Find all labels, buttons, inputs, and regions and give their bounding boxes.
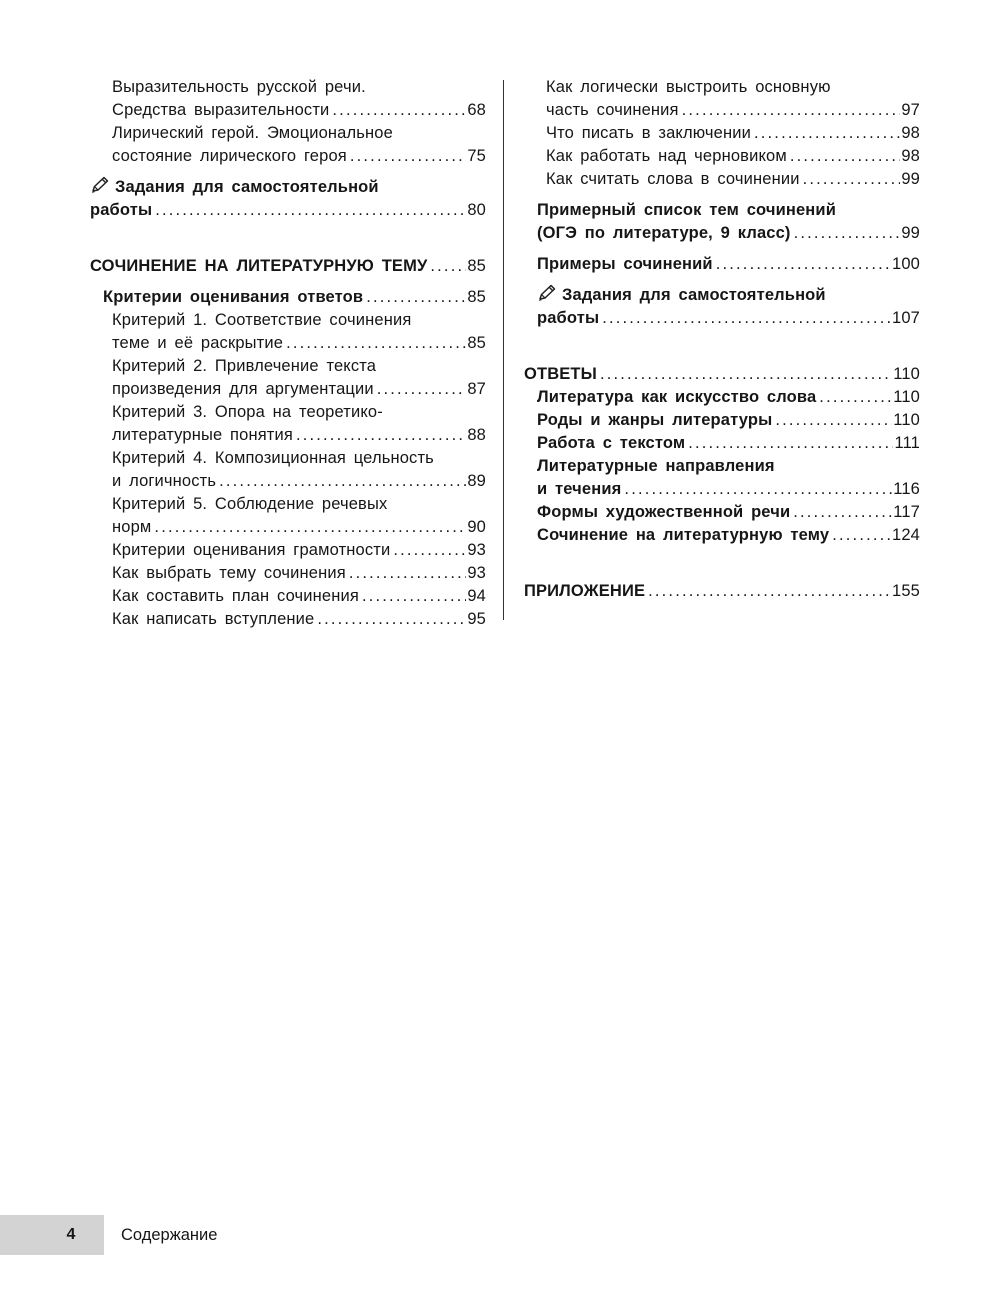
toc-entry-line xyxy=(537,253,920,276)
toc-entry-title: (ОГЭ по литературе, 9 класс) xyxy=(537,224,791,242)
toc-entry-title: Как логически выстроить основную xyxy=(546,78,831,96)
dot-leader xyxy=(393,539,466,562)
toc-entry-title: Как работать над черновиком xyxy=(546,147,787,165)
toc-page-number: 155 xyxy=(892,582,920,600)
dot-leader xyxy=(794,222,901,245)
toc-entry-line xyxy=(112,378,486,401)
dot-leader xyxy=(819,386,892,409)
toc-entry-title: Выразительность русской речи. xyxy=(112,78,366,96)
toc-entry-title: работы xyxy=(537,309,600,327)
toc-page-number: 116 xyxy=(893,480,920,498)
dot-leader xyxy=(349,562,467,585)
toc-entry-line xyxy=(112,608,486,631)
toc-entry-title: Критерий 5. Соблюдение речевых xyxy=(112,495,388,513)
toc-entry-title: Критерий 1. Соответствие сочинения xyxy=(112,311,412,329)
toc-page-number: 85 xyxy=(467,257,486,275)
toc-entry xyxy=(90,355,486,401)
toc-entry xyxy=(90,401,486,447)
toc-entry xyxy=(524,253,920,276)
toc-entry-line xyxy=(537,284,920,307)
toc-right-column xyxy=(524,76,920,603)
dot-leader xyxy=(430,255,466,278)
toc-page-number: 98 xyxy=(901,147,920,165)
toc-entry-line xyxy=(546,122,920,145)
toc-entry-title: Работа с текстом xyxy=(537,434,686,452)
toc-page-number: 87 xyxy=(467,380,486,398)
toc-entry xyxy=(90,255,486,278)
toc-entry-line xyxy=(537,307,920,330)
dot-leader xyxy=(790,145,901,168)
dot-leader xyxy=(682,99,901,122)
toc-page-number: 111 xyxy=(894,434,920,452)
dot-leader xyxy=(366,286,466,309)
toc-page-number: 90 xyxy=(467,518,486,536)
toc-page-number: 110 xyxy=(893,388,920,406)
toc-entry-line xyxy=(524,363,920,386)
toc-page-number: 75 xyxy=(467,147,486,165)
toc-entry-title: Что писать в заключении xyxy=(546,124,751,142)
toc-page-number: 95 xyxy=(467,610,486,628)
toc-entry-line xyxy=(112,99,486,122)
toc-page-number: 88 xyxy=(467,426,486,444)
dot-leader xyxy=(155,199,466,222)
toc-entry xyxy=(90,539,486,562)
toc-entry xyxy=(524,580,920,603)
toc-page-number: 97 xyxy=(901,101,920,119)
toc-entry-title: теме и её раскрытие xyxy=(112,334,284,352)
toc-entry-title: произведения для аргументации xyxy=(112,380,374,398)
dot-leader xyxy=(624,478,892,501)
toc-entry xyxy=(90,608,486,631)
toc-page-number: 110 xyxy=(893,411,920,429)
toc-entry xyxy=(90,585,486,608)
dot-leader xyxy=(362,585,466,608)
toc-page-number: 107 xyxy=(892,309,920,327)
toc-entry-line xyxy=(537,501,920,524)
toc-entry-title: состояние лирического героя xyxy=(112,147,347,165)
toc-entry-line xyxy=(112,122,486,145)
toc-entry-title: и течения xyxy=(537,480,622,498)
toc-entry-line xyxy=(90,255,486,278)
dot-leader xyxy=(648,580,891,603)
toc-entry-line xyxy=(537,386,920,409)
toc-entry xyxy=(524,168,920,191)
toc-entry-line xyxy=(112,424,486,447)
toc-left-column xyxy=(90,76,486,631)
toc-entry xyxy=(90,99,486,122)
toc-page-number: 99 xyxy=(901,170,920,188)
toc-entry-title: Роды и жанры литературы xyxy=(537,411,773,429)
toc-page-number: 93 xyxy=(467,541,486,559)
toc-entry-line xyxy=(524,580,920,603)
toc-entry xyxy=(524,122,920,145)
toc-entry-line xyxy=(112,539,486,562)
toc-entry xyxy=(524,363,920,386)
toc-entry-line xyxy=(112,76,486,99)
toc-entry-title: Как составить план сочинения xyxy=(112,587,359,605)
dot-leader xyxy=(803,168,901,191)
toc-entry-line xyxy=(112,470,486,493)
toc-entry xyxy=(524,76,920,122)
toc-entry-title: Критерий 2. Привлечение текста xyxy=(112,357,377,375)
toc-entry xyxy=(90,562,486,585)
toc-entry-title: Задания для самостоятельной xyxy=(562,286,826,304)
toc-page-number: 93 xyxy=(467,564,486,582)
toc-page-number: 94 xyxy=(467,587,486,605)
toc-page-number: 89 xyxy=(467,472,486,490)
column-divider xyxy=(503,80,504,620)
toc-entry-title: норм xyxy=(112,518,152,536)
toc-entry-title: Критерии оценивания ответов xyxy=(103,288,364,306)
toc-entry-title: Лирический герой. Эмоциональное xyxy=(112,124,393,142)
toc-entry-line xyxy=(112,493,486,516)
toc-entry xyxy=(524,455,920,501)
toc-entry-title: Критерий 3. Опора на теоретико- xyxy=(112,403,383,421)
page-number: 4 xyxy=(66,1226,76,1243)
toc-entry-title: Критерии оценивания грамотности xyxy=(112,541,391,559)
dot-leader xyxy=(317,608,466,631)
dot-leader xyxy=(832,524,891,547)
toc-entry-title: и логичность xyxy=(112,472,217,490)
toc-entry-line xyxy=(112,145,486,168)
toc-entry-line xyxy=(112,562,486,585)
toc-entry-title: Литературные направления xyxy=(537,457,775,475)
toc-entry xyxy=(90,493,486,539)
dot-leader xyxy=(377,378,467,401)
toc-entry-line xyxy=(537,432,920,455)
toc-entry xyxy=(90,76,486,99)
dot-leader xyxy=(219,470,466,493)
dot-leader xyxy=(716,253,891,276)
toc-entry xyxy=(524,409,920,432)
toc-entry-title: Примеры сочинений xyxy=(537,255,713,273)
dot-leader xyxy=(688,432,893,455)
toc-entry-line xyxy=(112,355,486,378)
toc-entry-line xyxy=(90,199,486,222)
toc-page-number: 85 xyxy=(467,288,486,306)
toc-entry-line xyxy=(537,199,920,222)
toc-entry xyxy=(524,284,920,330)
toc-entry-title: литературные понятия xyxy=(112,426,293,444)
toc-entry-title: Как написать вступление xyxy=(112,610,315,628)
toc-entry-line xyxy=(112,332,486,355)
pencil-icon xyxy=(537,284,557,302)
toc-entry-line xyxy=(537,409,920,432)
toc-entry xyxy=(524,432,920,455)
toc-entry-title: Примерный список тем сочинений xyxy=(537,201,837,219)
toc-page-number: 80 xyxy=(467,201,486,219)
dot-leader xyxy=(754,122,900,145)
dot-leader xyxy=(296,424,466,447)
toc-entry xyxy=(524,145,920,168)
toc-entry-title: ОТВЕТЫ xyxy=(524,365,597,383)
toc-entry-title: Как считать слова в сочинении xyxy=(546,170,800,188)
toc-page-number: 117 xyxy=(893,503,920,521)
toc-entry-line xyxy=(537,478,920,501)
toc-entry-title: часть сочинения xyxy=(546,101,679,119)
toc-page-number: 124 xyxy=(892,526,920,544)
toc-entry-title: Как выбрать тему сочинения xyxy=(112,564,346,582)
toc-entry-line xyxy=(546,99,920,122)
dot-leader xyxy=(286,332,466,355)
dot-leader xyxy=(775,409,892,432)
pencil-icon xyxy=(90,176,110,194)
dot-leader xyxy=(154,516,466,539)
toc-entry-line xyxy=(90,176,486,199)
toc-entry-title: ПРИЛОЖЕНИЕ xyxy=(524,582,646,600)
toc-entry-line xyxy=(103,286,486,309)
toc-entry xyxy=(90,122,486,168)
toc-entry xyxy=(524,524,920,547)
toc-entry-line xyxy=(546,145,920,168)
toc-entry xyxy=(90,447,486,493)
dot-leader xyxy=(793,501,892,524)
toc-entry xyxy=(524,501,920,524)
toc-entry-title: Задания для самостоятельной xyxy=(115,178,379,196)
toc-entry-line xyxy=(537,222,920,245)
toc-entry xyxy=(90,176,486,222)
dot-leader xyxy=(602,307,891,330)
toc-entry-title: Литература как искусство слова xyxy=(537,388,817,406)
toc-page-number: 99 xyxy=(901,224,920,242)
toc-entry-line xyxy=(537,455,920,478)
toc-entry-line xyxy=(112,585,486,608)
dot-leader xyxy=(332,99,466,122)
toc-entry-title: СОЧИНЕНИЕ НА ЛИТЕРАТУРНУЮ ТЕМУ xyxy=(90,257,428,275)
dot-leader xyxy=(350,145,466,168)
toc-entry-line xyxy=(546,168,920,191)
dot-leader xyxy=(600,363,892,386)
toc-entry-line xyxy=(112,401,486,424)
running-footer-title: Содержание xyxy=(121,1226,218,1244)
toc-entry-line xyxy=(112,516,486,539)
toc-entry xyxy=(524,199,920,245)
toc-page-number: 100 xyxy=(892,255,920,273)
toc-entry-line xyxy=(537,524,920,547)
toc-entry xyxy=(90,309,486,355)
toc-page-number: 85 xyxy=(467,334,486,352)
toc-entry-title: работы xyxy=(90,201,153,219)
toc-entry-line xyxy=(112,309,486,332)
toc-entry-title: Средства выразительности xyxy=(112,101,330,119)
toc-entry-line xyxy=(546,76,920,99)
toc-entry xyxy=(524,386,920,409)
toc-entry-title: Формы художественной речи xyxy=(537,503,791,521)
toc-page-number: 110 xyxy=(893,365,920,383)
toc-page-number: 98 xyxy=(901,124,920,142)
toc-entry-line xyxy=(112,447,486,470)
toc-entry-title: Сочинение на литературную тему xyxy=(537,526,830,544)
toc-page-number: 68 xyxy=(467,101,486,119)
toc-entry xyxy=(90,286,486,309)
toc-entry-title: Критерий 4. Композиционная цельность xyxy=(112,449,434,467)
